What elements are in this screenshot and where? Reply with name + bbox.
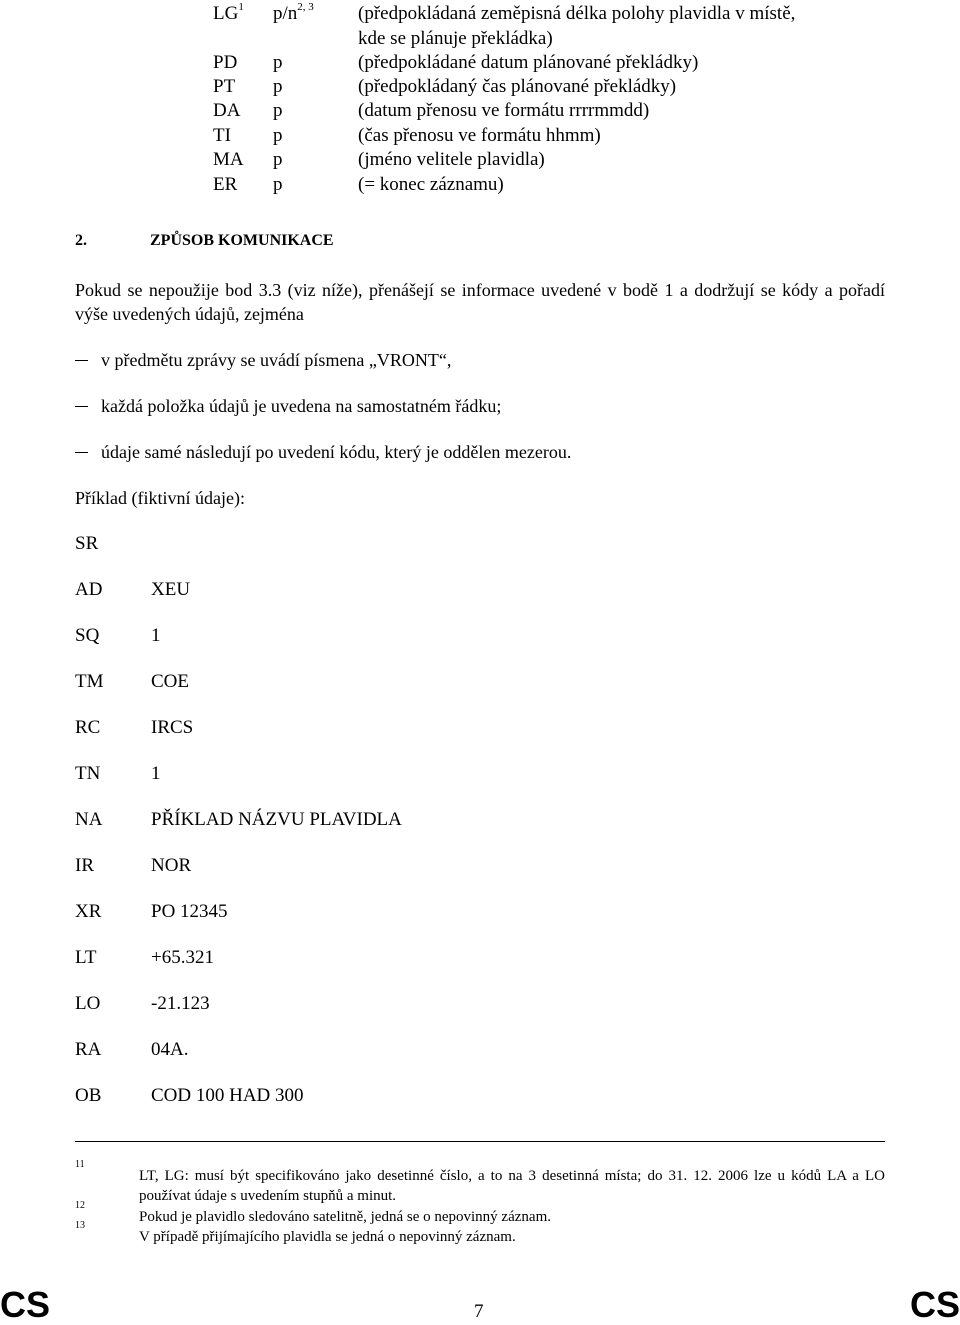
requirement: p: [273, 125, 283, 146]
code: ER: [213, 174, 238, 195]
description: kde se plánuje překládka): [358, 28, 553, 49]
requirement: $p/n^{2, 3}$: [273, 1, 314, 24]
code: DA: [213, 100, 241, 121]
footnote-text: LT, LG: musí být specifikováno jako desetinné číslo, a to na 3 desetinná místa; do 31. 12. 2006 lze u kódů LA a LO používat údaje s uvedením stupňů a minut.: [139, 1168, 885, 1204]
description: (datum přenosu ve formátu rrrrmmdd): [358, 100, 650, 121]
dash-bullet: [75, 452, 88, 453]
description: (předpokládaný čas plánované překládky): [358, 76, 677, 97]
description: (předpokládaná zeměpisná délka polohy plavidla v místě,: [358, 3, 796, 24]
requirement: p: [273, 52, 283, 73]
footnote-separator: [75, 1141, 885, 1142]
section-title: ZPŮSOB KOMUNIKACE: [150, 232, 334, 249]
language-label-right: CS: [909, 1284, 960, 1325]
intro-paragraph: Pokud se nepoužije bod 3.3 (viz níže), přenášejí se informace uvedené v bodě 1 a dodržují se kódy a pořadí výše uvedených údajů, zejména: [75, 280, 885, 324]
language-label-left: CS: [0, 1284, 51, 1325]
footnote-text: Pokud je plavidlo sledováno satelitně, jedná se o nepovinný záznam.: [139, 1209, 551, 1225]
requirement: p: [273, 149, 283, 170]
dash-bullet: [75, 360, 88, 361]
footnote-number: 11: [75, 1159, 85, 1170]
code: $LG^1$: [213, 1, 244, 24]
code: MA: [213, 149, 244, 170]
section-number: 2.: [75, 232, 87, 249]
description: (čas přenosu ve formátu hhmm): [358, 125, 601, 146]
requirement: p: [273, 100, 283, 121]
requirement: p: [273, 174, 283, 195]
example-label: Příklad (fiktivní údaje):: [75, 488, 245, 508]
code: PD: [213, 52, 238, 73]
footnote-text: V případě přijímajícího plavidla se jedná o nepovinný záznam.: [139, 1229, 516, 1245]
document-page: $LG^1$ $p/n^{2, 3}$ (předpokládaná zeměpisná délka polohy plavidla v místě, kde se plánuje překládka) PD p (předpokládané datum plánované překládky) PT p (předpokládaný čas plánované překládky) DA p (datum přenosu ve formátu rrrrmmdd) TI p (čas přenosu ve formátu hhmm) MA p (jméno velitele plavidla) ER p (= konec záznamu) 2. ZPŮSOB KOMUNIKACE Pokud se nepoužije bod 3.3 (viz níže), přenášejí se informace uvedené v bodě 1 a dodržují se kódy a pořadí výše uvedených údajů, zejména v předmětu zprávy se uvádí písmena „VRONT“, každá položka údajů je uvedena na samostatném řádku; údaje samé následují po uvedení kódu, který je oddělen mezerou. Příklad (fiktivní údaje): SR AD XEU SQ 1 TM COE RC IRCS TN 1 NA PŘÍKLAD NÁZVU PLAVIDLA IR NOR XR PO 12345 LT +65.321 LO -21.123 RA 04A. OB COD 100 HAD 300 11 LT, LG: musí být specifikováno jako desetinné číslo, a to na 3 desetinná místa; do 31. 12. 2006 lze u kódů LA a LO používat údaje s uvedením stupňů a minut. 12 Pokud je plavidlo sledováno satelitně, jedná se o nepovinný záznam. 13 V případě přijímajícího plavidla se jedná o nepovinný záznam. CS 7 CS: [0, 1, 960, 1325]
footnote-number: 13: [75, 1220, 85, 1231]
dash-bullet: [75, 406, 88, 407]
footnote-number: 12: [75, 1200, 85, 1211]
page-number: 7: [474, 1301, 484, 1322]
section-heading: [75, 232, 334, 250]
code: PT: [213, 76, 236, 97]
description: (= konec záznamu): [358, 174, 504, 195]
description: (jméno velitele plavidla): [358, 149, 545, 170]
description: (předpokládané datum plánované překládky): [358, 52, 699, 73]
code: TI: [213, 125, 231, 146]
requirement: p: [273, 76, 283, 97]
